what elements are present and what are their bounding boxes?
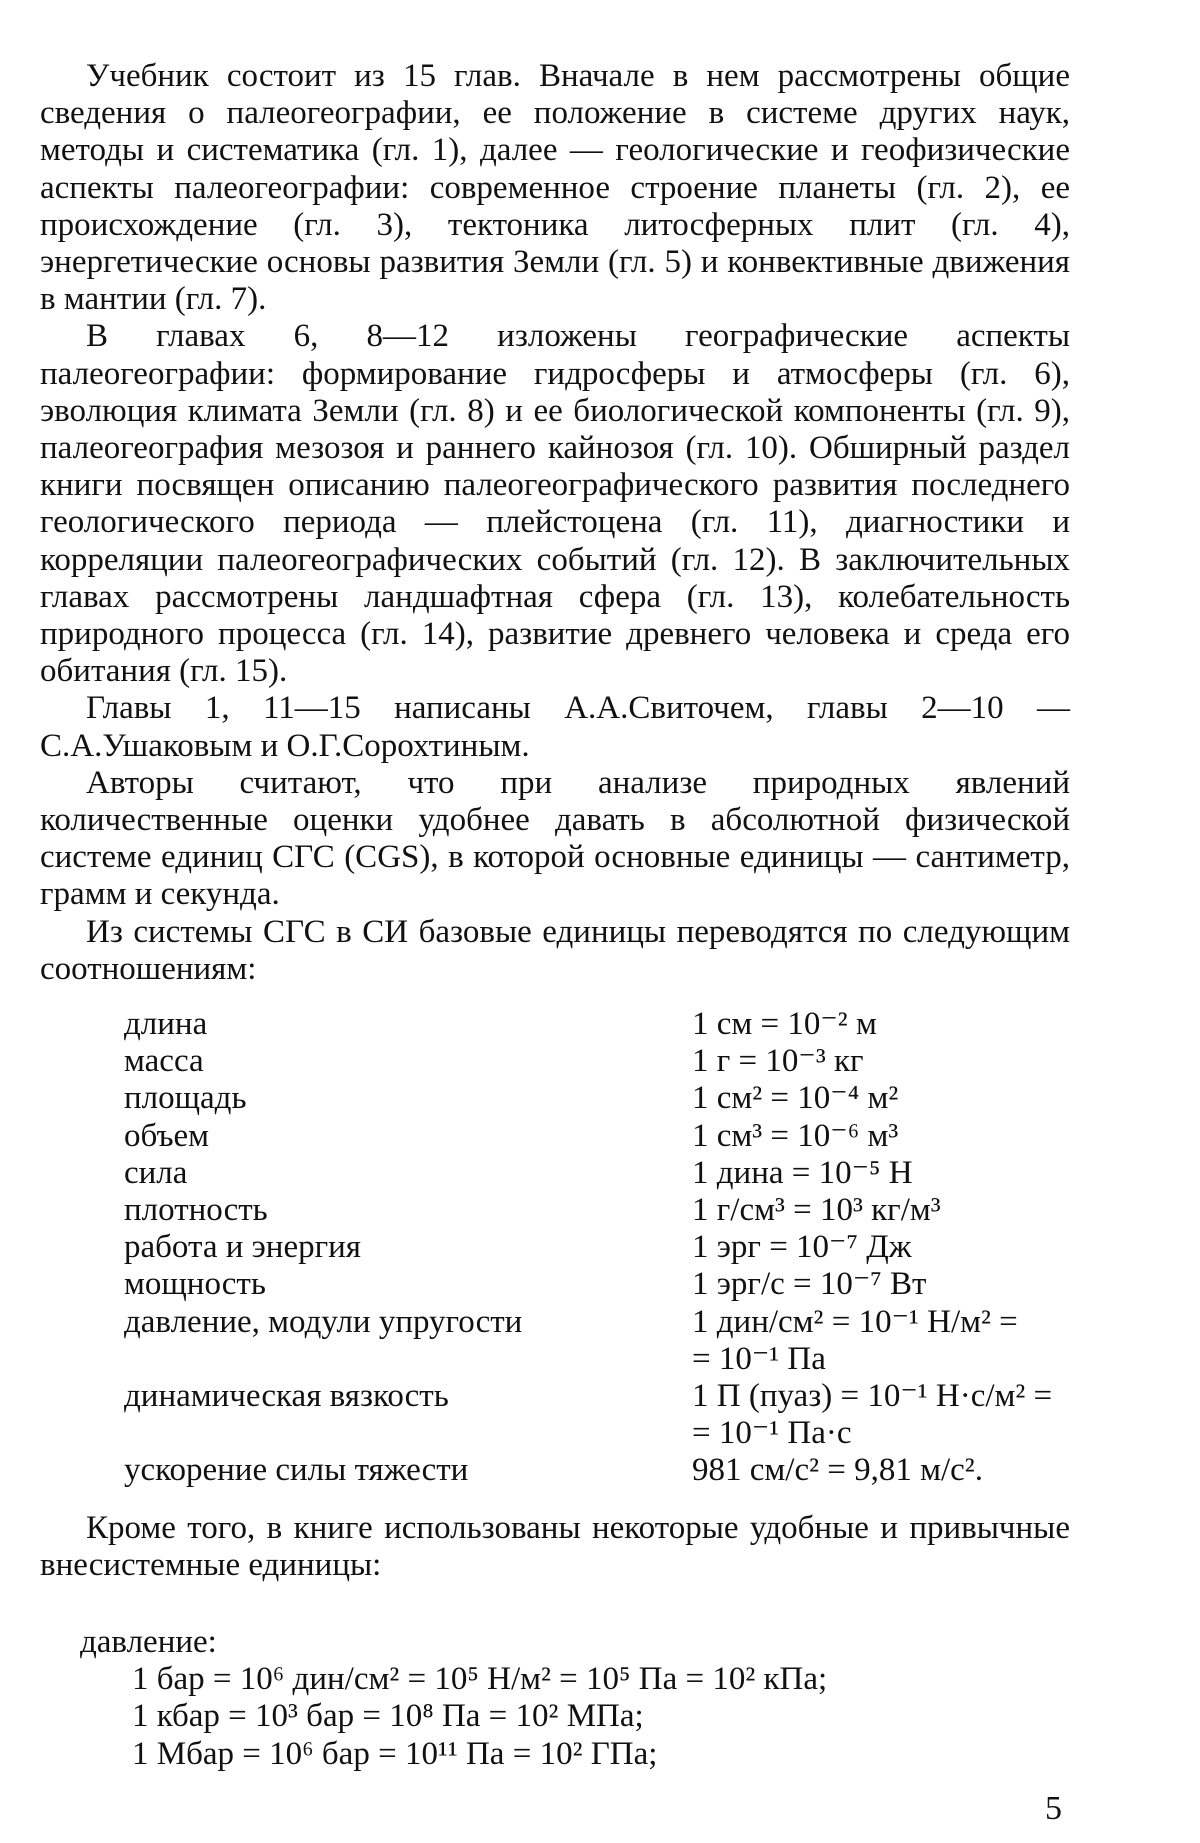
pressure-label: давление:	[80, 1624, 1080, 1661]
unit-value: 1 эрг = 10⁻⁷ Дж	[692, 1229, 1084, 1266]
unit-name: мощность	[124, 1266, 692, 1303]
unit-row	[124, 1304, 1084, 1378]
unit-name: длина	[124, 1006, 692, 1043]
unit-row	[124, 1229, 1084, 1266]
pressure-line: 1 кбар = 10³ бар = 10⁸ Па = 10² МПа;	[80, 1698, 1080, 1735]
unit-row	[124, 1266, 1084, 1303]
unit-row	[124, 1006, 1084, 1043]
intro-text	[40, 58, 1070, 988]
unit-row	[124, 1378, 1084, 1452]
unit-value-continuation: = 10⁻¹ Па·с	[692, 1415, 1084, 1452]
unit-conversion-table	[124, 1006, 1084, 1490]
paragraph: Из системы СГС в СИ базовые единицы переводятся по следующим соотношениям:	[40, 914, 1070, 988]
paragraph: Учебник состоит из 15 глав. Вначале в нем рассмотрены общие сведения о палеогеографии, ее положение в системе других наук, методы и систематика (гл. 1), далее — геологические и геофизические аспекты палеогеографии: современное строение планеты (гл. 2), ее происхождение (гл. 3), тектоника литосферных плит (гл. 4), энергетические основы развития Земли (гл. 5) и конвективные движения в мантии (гл. 7).	[40, 58, 1070, 318]
extra-units-intro	[40, 1510, 1070, 1584]
unit-name: масса	[124, 1043, 692, 1080]
unit-row	[124, 1452, 1084, 1489]
page-number: 5	[1045, 1790, 1062, 1828]
unit-row	[124, 1155, 1084, 1192]
unit-name: объем	[124, 1118, 692, 1155]
unit-value: 1 г = 10⁻³ кг	[692, 1043, 1084, 1080]
unit-value: 1 см² = 10⁻⁴ м²	[692, 1080, 1084, 1117]
unit-name: сила	[124, 1155, 692, 1192]
unit-value: 1 дин/см² = 10⁻¹ Н/м² = = 10⁻¹ Па	[692, 1304, 1084, 1378]
unit-value: 1 эрг/с = 10⁻⁷ Вт	[692, 1266, 1084, 1303]
pressure-units	[80, 1624, 1080, 1773]
unit-row	[124, 1192, 1084, 1229]
unit-value: 1 дина = 10⁻⁵ Н	[692, 1155, 1084, 1192]
unit-name: давление, модули упругости	[124, 1304, 692, 1378]
unit-row	[124, 1080, 1084, 1117]
pressure-line: 1 бар = 10⁶ дин/см² = 10⁵ Н/м² = 10⁵ Па = 10² кПа;	[80, 1661, 1080, 1698]
paragraph: Авторы считают, что при анализе природных явлений количественные оценки удобнее давать в абсолютной физической системе единиц СГС (CGS), в которой основные единицы — сантиметр, грамм и секунда.	[40, 765, 1070, 914]
pressure-line: 1 Мбар = 10⁶ бар = 10¹¹ Па = 10² ГПа;	[80, 1736, 1080, 1773]
unit-name: работа и энергия	[124, 1229, 692, 1266]
unit-name: динамическая вязкость	[124, 1378, 692, 1452]
paragraph: В главах 6, 8—12 изложены географические аспекты палеогеографии: формирование гидросферы и атмосферы (гл. 6), эволюция климата Земли (гл. 8) и ее биологической компоненты (гл. 9), палеогеография мезозоя и раннего кайнозоя (гл. 10). Обширный раздел книги посвящен описанию палеогеографического развития последнего геологического периода — плейстоцена (гл. 11), диагностики и корреляции палеогеографических событий (гл. 12). В заключительных главах рассмотрены ландшафтная сфера (гл. 13), колебательность природного процесса (гл. 14), развитие древнего человека и среда его обитания (гл. 15).	[40, 318, 1070, 690]
document-page	[0, 0, 1200, 1843]
unit-row	[124, 1043, 1084, 1080]
unit-name: ускорение силы тяжести	[124, 1452, 692, 1489]
unit-value: 1 см³ = 10⁻⁶ м³	[692, 1118, 1084, 1155]
unit-name: плотность	[124, 1192, 692, 1229]
unit-value: 1 см = 10⁻² м	[692, 1006, 1084, 1043]
unit-value: 1 П (пуаз) = 10⁻¹ Н·с/м² = = 10⁻¹ Па·с	[692, 1378, 1084, 1452]
unit-value: 1 г/см³ = 10³ кг/м³	[692, 1192, 1084, 1229]
unit-row	[124, 1118, 1084, 1155]
paragraph: Кроме того, в книге использованы некоторые удобные и привычные внесистемные единицы:	[40, 1510, 1070, 1584]
paragraph: Главы 1, 11—15 написаны А.А.Свиточем, главы 2—10 — С.А.Ушаковым и О.Г.Сорохтиным.	[40, 690, 1070, 764]
unit-value-continuation: = 10⁻¹ Па	[692, 1341, 1084, 1378]
unit-value: 981 см/с² = 9,81 м/с².	[692, 1452, 1084, 1489]
unit-name: площадь	[124, 1080, 692, 1117]
